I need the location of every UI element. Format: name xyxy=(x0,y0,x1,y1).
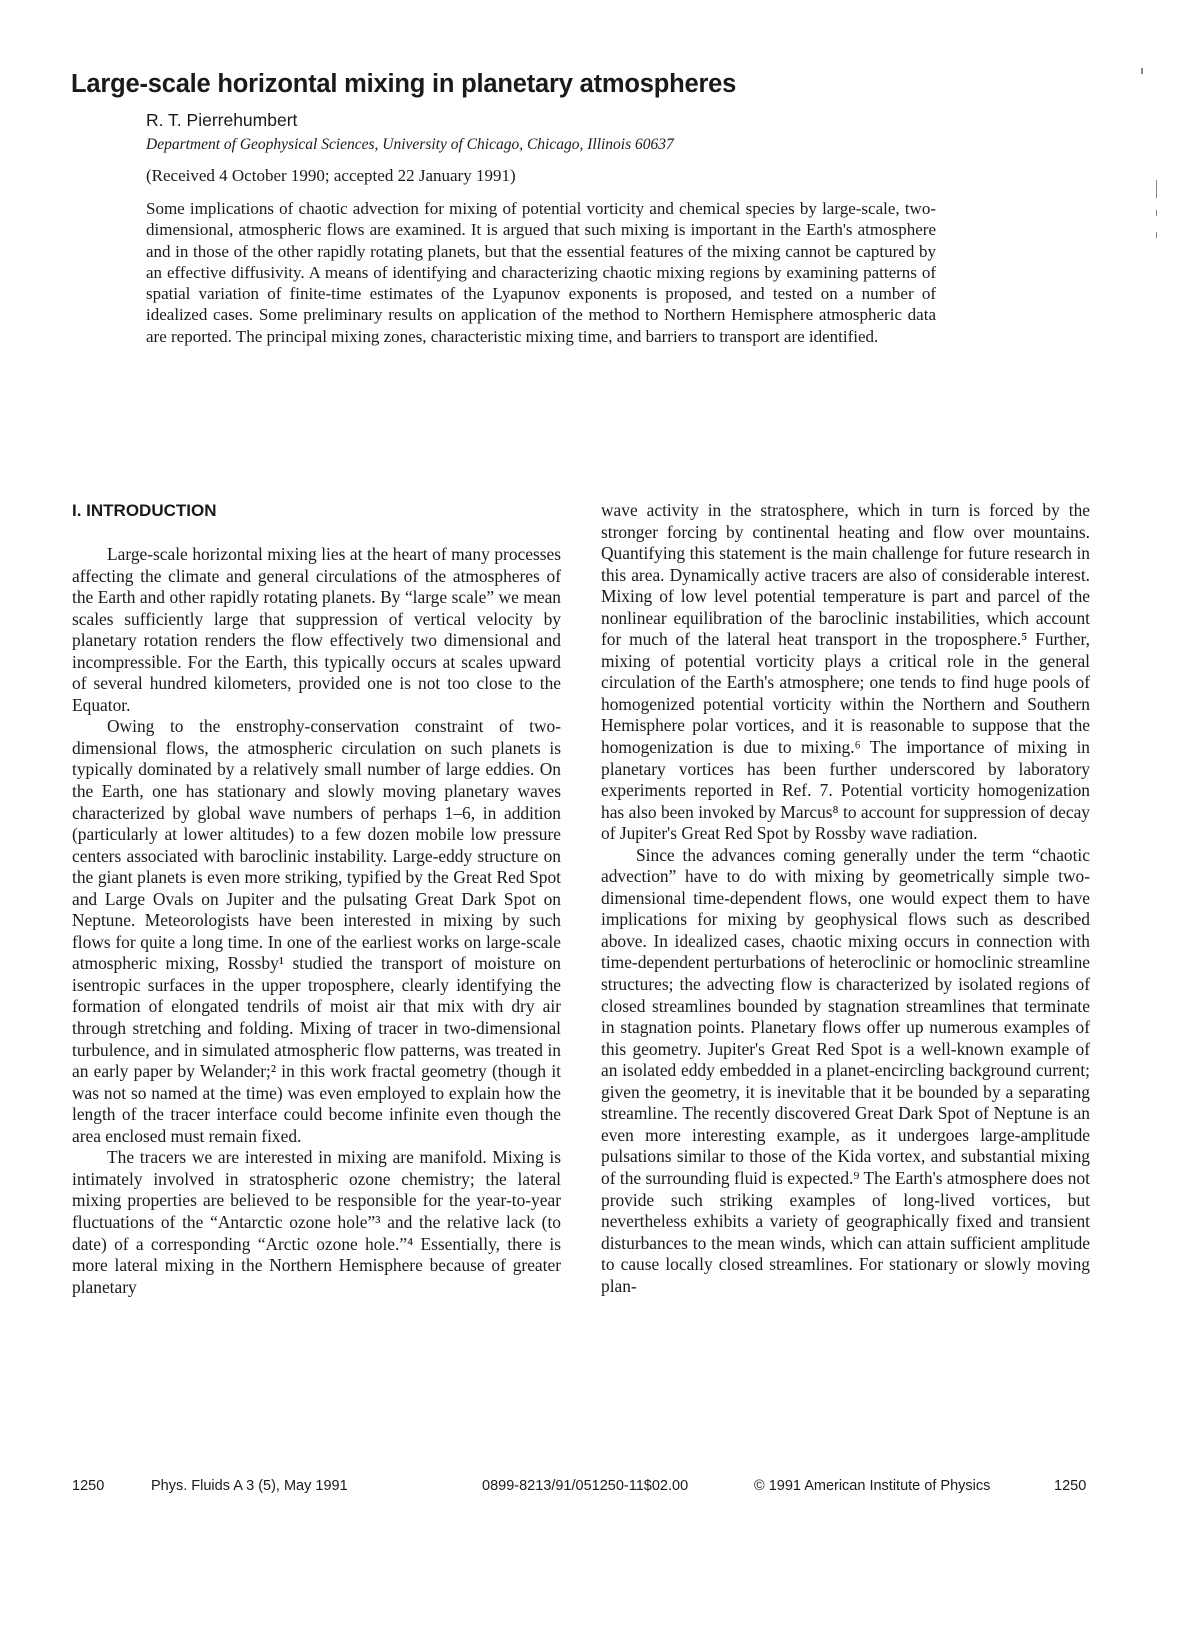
page-number-right: 1250 xyxy=(1054,1478,1087,1494)
right-column xyxy=(601,500,1090,1297)
body-paragraph: wave activity in the stratosphere, which in turn is forced by the stronger forcing by continental heating and flow over mountains. Quantifying this statement is the main challenge for future research in this area. Dynamically active tracers are also of considerable interest. Mixing of low level potential temperature is part and parcel of the nonlinear equilibration of the baroclinic instabilities, which account for much of the lateral heat transport in the troposphere.⁵ Further, mixing of potential vorticity plays a critical role in the general circulation of the Earth's atmosphere; one tends to find huge pools of homogenized potential vorticity within the Northern and Southern Hemisphere polar vortices, and it is reasonable to suppose that the homogenization is due to mixing.⁶ The importance of mixing in planetary vortices has been further underscored by laboratory experiments reported in Ref. 7. Potential vorticity homogenization has also been invoked by Marcus⁸ to account for suppression of decay of Jupiter's Great Red Spot by Rossby wave radiation. xyxy=(601,500,1090,844)
page-number-left: 1250 xyxy=(72,1478,105,1494)
scan-speck xyxy=(1156,180,1157,198)
scan-speck xyxy=(1156,232,1157,238)
page-footer xyxy=(0,1478,1200,1500)
received-dates: (Received 4 October 1990; accepted 22 January 1991) xyxy=(146,166,516,185)
article-code: 0899-8213/91/051250-11$02.00 xyxy=(482,1478,689,1494)
body-paragraph: The tracers we are interested in mixing are manifold. Mixing is intimately involved in stratospheric ozone chemistry; the lateral mixing properties are believed to be responsible for the year-to-year fluctuations of the “Antarctic ozone hole”³ and the relative lack (to date) of a corresponding “Arctic ozone hole.”⁴ Essentially, there is more lateral mixing in the Northern Hemisphere because of greater planetary xyxy=(72,1147,561,1297)
paper-title: Large-scale horizontal mixing in planetary atmospheres xyxy=(71,70,737,98)
scan-speck xyxy=(1141,68,1143,74)
author-affiliation: Department of Geophysical Sciences, University of Chicago, Chicago, Illinois 60637 xyxy=(146,136,674,153)
body-paragraph: Large-scale horizontal mixing lies at the heart of many processes affecting the climate and general circulations of the atmospheres of the Earth and other rapidly rotating planets. By “large scale” we mean scales sufficiently large that suppression of vertical velocity by planetary rotation renders the flow effectively two dimensional and incompressible. For the Earth, this typically occurs at scales upward of several hundred kilometers, provided one is not too close to the Equator. xyxy=(72,544,561,715)
author-name: R. T. Pierrehumbert xyxy=(146,110,298,130)
left-column xyxy=(72,500,561,1298)
body-paragraph: Since the advances coming generally under the term “chaotic advection” have to do with mixing by geometrically simple two-dimensional time-dependent flows, one would expect them to have implications for mixing by geophysical flows such as described above. In idealized cases, chaotic mixing occurs in connection with time-dependent perturbations of heteroclinic or homoclinic streamline structures; the advecting flow is characterized by isolated regions of closed streamlines bounded by stagnation streamlines that terminate in stagnation points. Planetary flows offer up numerous examples of this geometry. Jupiter's Great Red Spot is a well-known example of an isolated eddy embedded in a planet-encircling background current; given the geometry, it is inevitable that it be bounded by a separating streamline. The recently discovered Great Dark Spot of Neptune is an even more interesting example, as it undergoes large-amplitude pulsations similar to those of the Kida vortex, and substantial mixing of the surrounding fluid is expected.⁹ The Earth's atmosphere does not provide such striking examples of long-lived vortices, but nevertheless exhibits a variety of geographically fixed and transient disturbances to the mean winds, which can attain sufficient amplitude to cause locally closed streamlines. For stationary or slowly moving plan- xyxy=(601,844,1090,1296)
scan-speck xyxy=(1156,210,1157,216)
section-heading: I. INTRODUCTION xyxy=(72,501,217,520)
body-paragraph: Owing to the enstrophy-conservation constraint of two-dimensional flows, the atmospheric circulation on such planets is typically dominated by a relatively small number of large eddies. On the Earth, one has stationary and slowly moving planetary waves characterized by global wave numbers of perhaps 1–6, in addition (particularly at lower altitudes) to a few dozen mobile low pressure centers associated with baroclinic instability. Large-eddy structure on the giant planets is even more striking, typified by the Great Red Spot and Large Ovals on Jupiter and the pulsating Great Dark Spot on Neptune. Meteorologists have been interested in mixing by such flows for quite a long time. In one of the earliest works on large-scale atmospheric mixing, Rossby¹ studied the transport of moisture on isentropic surfaces in the upper troposphere, clearly identifying the formation of elongated tendrils of moist air that mix with dry air through stretching and folding. Mixing of tracer in two-dimensional turbulence, and in simulated atmospheric flow patterns, was treated in an early paper by Welander;² in this work fractal geometry (though it was not so named at the time) was even employed to explain how the length of the tracer interface could become infinite even though the area enclosed must remain fixed. xyxy=(72,716,561,1146)
abstract: Some implications of chaotic advection for mixing of potential vorticity and chemical species by large-scale, two-dimensional, atmospheric flows are examined. It is argued that such mixing is important in the Earth's atmosphere and in those of the other rapidly rotating planets, but that the essential features of the mixing cannot be captured by an effective diffusivity. A means of identifying and characterizing chaotic mixing regions by examining patterns of spatial variation of finite-time estimates of the Lyapunov exponents is proposed, and tested on a number of idealized cases. Some preliminary results on application of the method to Northern Hemisphere atmospheric data are reported. The principal mixing zones, characteristic mixing time, and barriers to transport are identified. xyxy=(146,199,936,346)
journal-citation: Phys. Fluids A 3 (5), May 1991 xyxy=(151,1478,348,1494)
copyright-notice: © 1991 American Institute of Physics xyxy=(754,1478,991,1494)
